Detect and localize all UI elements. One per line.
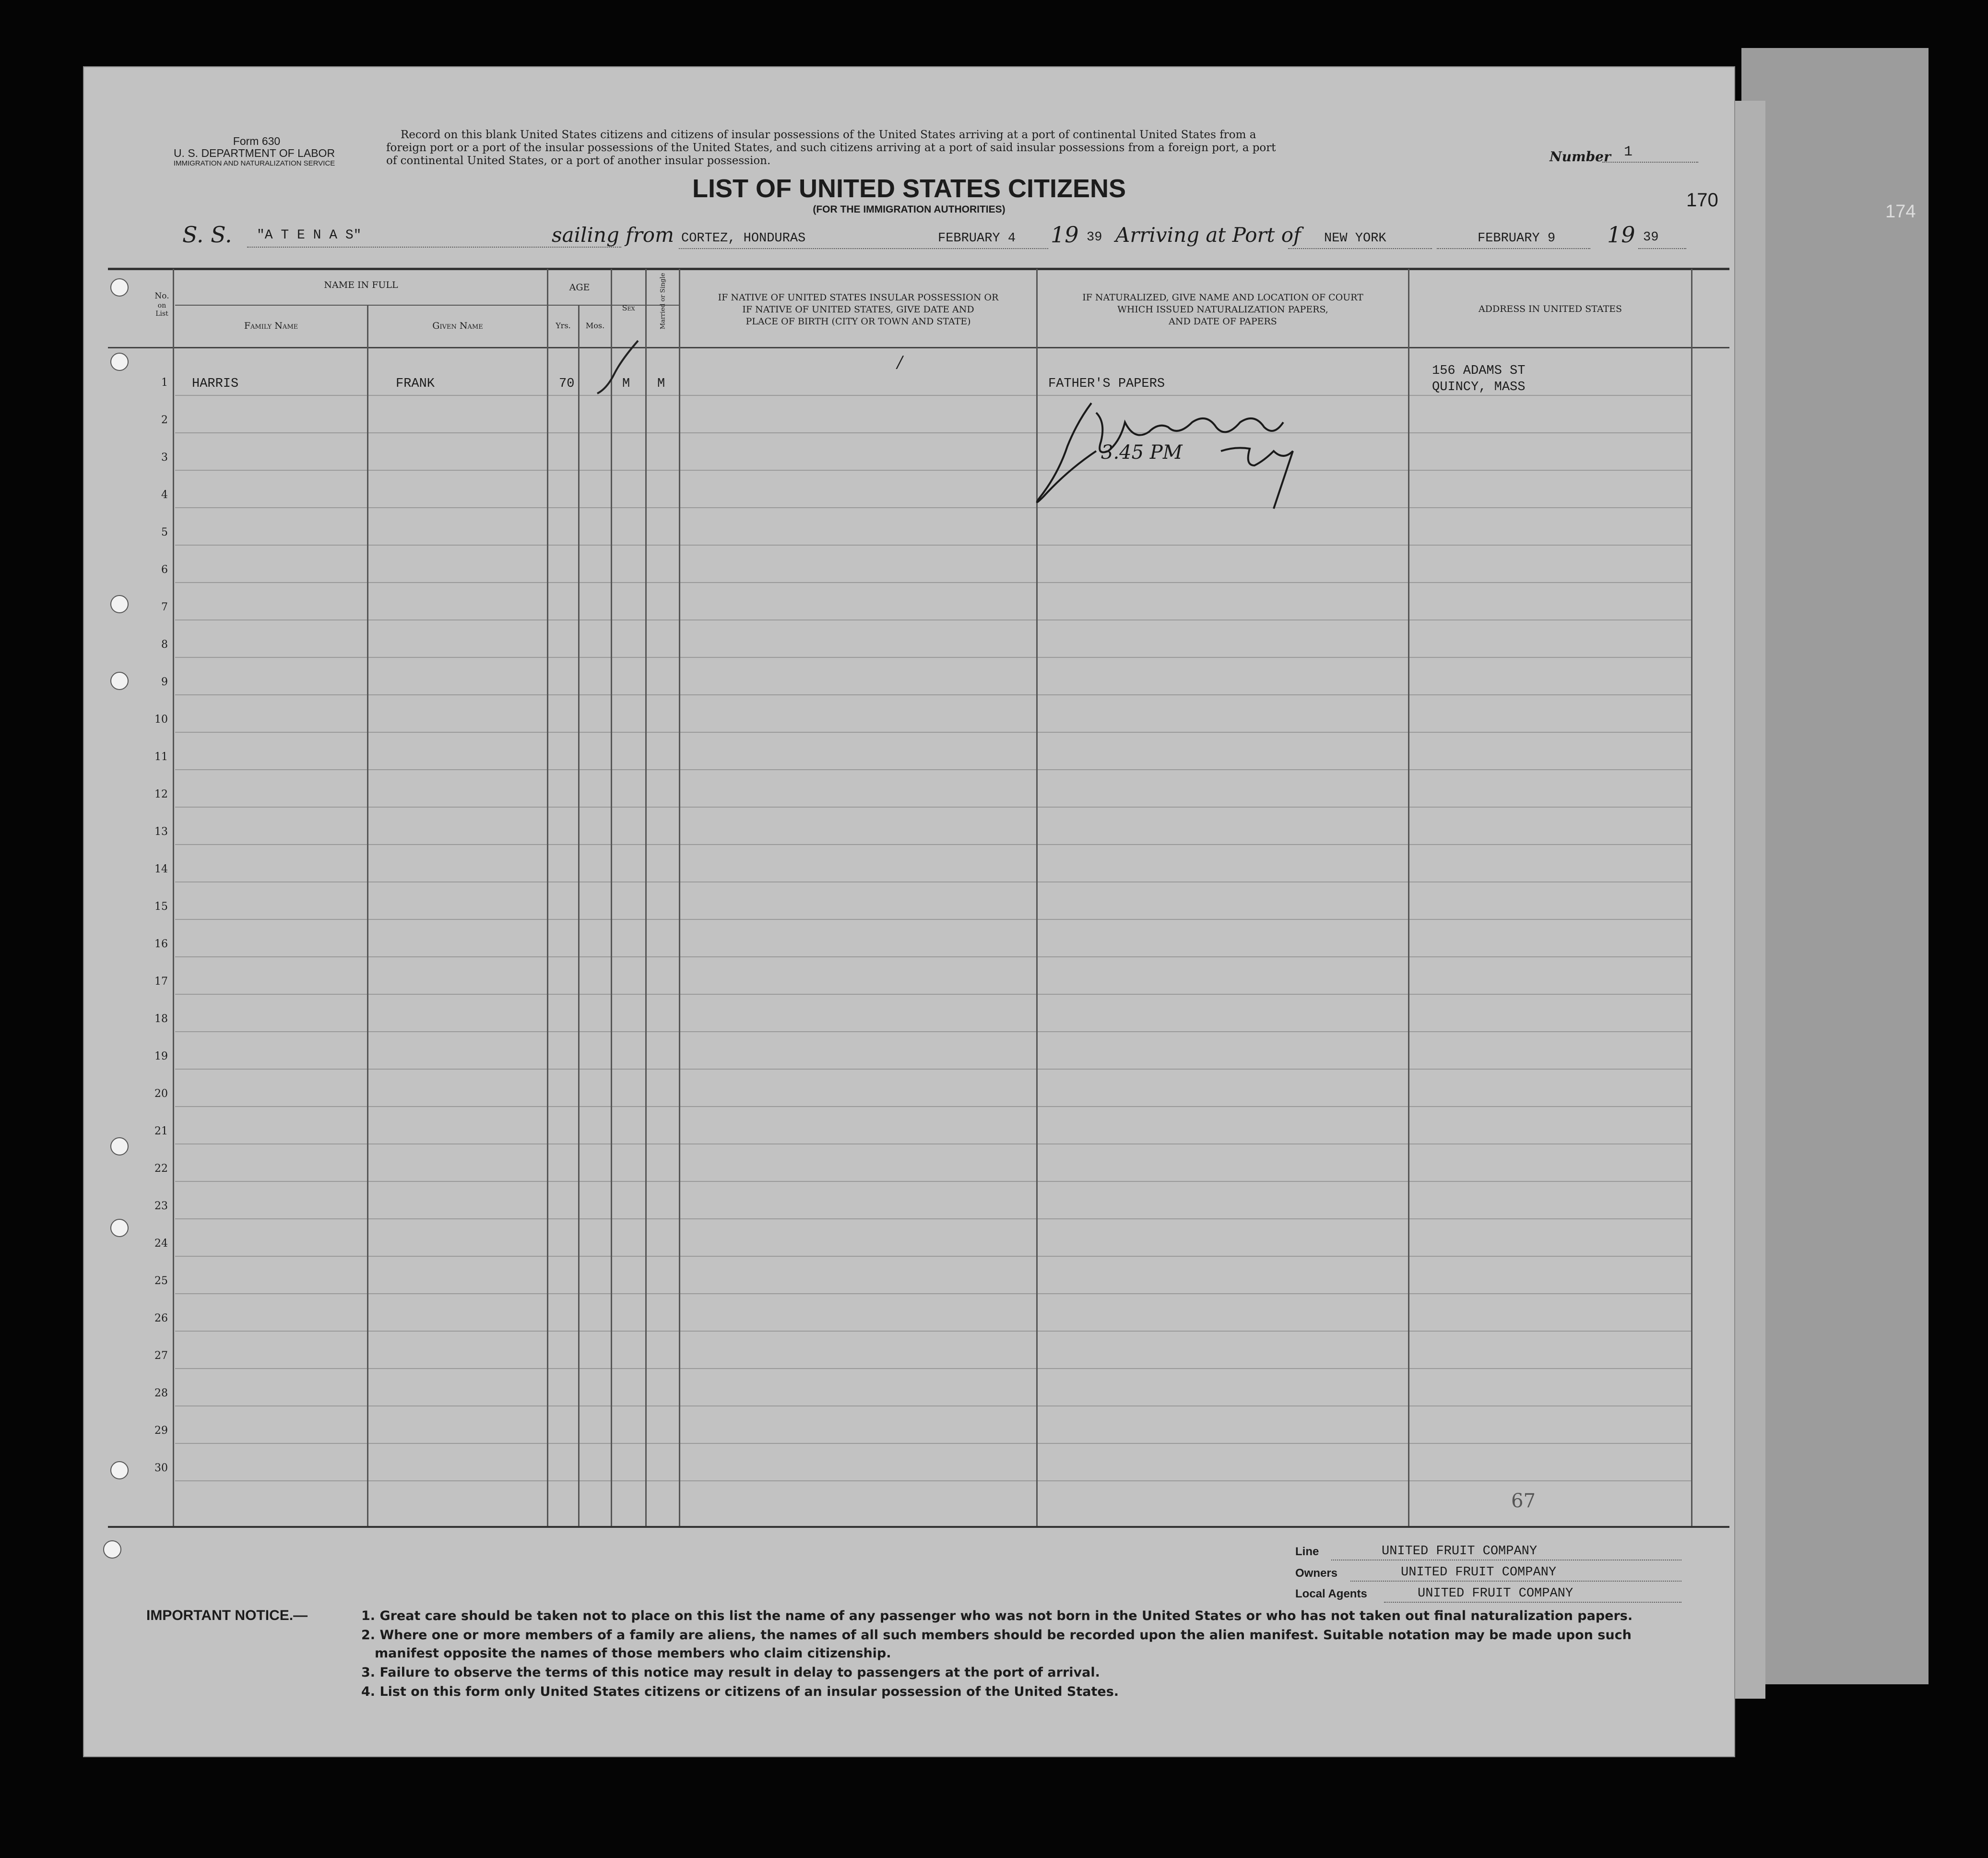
row-rule <box>175 732 1691 733</box>
header-native-1: IF NATIVE OF UNITED STATES INSULAR POSSESSION OR <box>718 292 999 303</box>
row-number: 10 <box>154 714 168 726</box>
entry-address-line-2: QUINCY, MASS <box>1432 380 1526 394</box>
entry-given-name: FRANK <box>396 377 435 391</box>
departure-port: CORTEZ, HONDURAS <box>681 231 806 246</box>
header-given-name: Given Name <box>432 321 483 331</box>
row-rule <box>175 1405 1691 1406</box>
row-rule <box>175 994 1691 995</box>
binder-hole <box>110 1137 129 1155</box>
row-number: 20 <box>154 1088 168 1100</box>
entry-marital-status: M <box>657 377 665 391</box>
row-rule <box>175 1443 1691 1444</box>
check-mark <box>592 336 650 398</box>
col-divider-yrs <box>578 306 580 1526</box>
instructions-line-2: foreign port or a port of the insular possessions of the United States, and such citizens arriving at a port of said insular possessions from a foreign port, a port <box>386 142 1276 154</box>
binder-hole <box>110 1461 129 1479</box>
entry-address-line-1: 156 ADAMS ST <box>1432 364 1526 378</box>
header-naturalized-3: AND DATE OF PAPERS <box>1169 316 1277 327</box>
entry-family-name: HARRIS <box>192 377 239 391</box>
binder-hole <box>110 595 129 613</box>
arrival-port-line <box>1288 247 1432 249</box>
instructions-line-1: Record on this blank United States citizens and citizens of insular possessions of the United States arriving at a port of continental United States from a <box>401 129 1256 141</box>
name-group-rule <box>175 305 679 306</box>
row-number: 24 <box>154 1238 168 1250</box>
row-number: 5 <box>161 526 168 538</box>
row-number: 13 <box>154 826 168 838</box>
notice-item-2b: manifest opposite the names of those members who claim citizenship. <box>375 1646 891 1661</box>
departure-year: 39 <box>1087 230 1102 245</box>
header-yrs: Yrs. <box>556 321 571 330</box>
row-rule <box>175 844 1691 845</box>
row-rule <box>175 694 1691 695</box>
col-divider-sex <box>645 269 647 1526</box>
header-no-1: No. <box>154 291 169 301</box>
row-number: 9 <box>161 676 168 688</box>
row-number: 4 <box>161 489 168 501</box>
header-bottom-rule <box>108 347 1729 348</box>
col-divider-family <box>367 306 368 1526</box>
table-bottom-rule <box>108 1526 1729 1528</box>
local-agents-value: UNITED FRUIT COMPANY <box>1418 1586 1574 1601</box>
line-label: Line <box>1295 1545 1319 1558</box>
row-number: 17 <box>154 976 168 988</box>
header-married-or-single: Married or Single <box>659 273 667 330</box>
local-agents-field-line <box>1384 1601 1681 1603</box>
arrival-year-prefix: 19 <box>1607 222 1635 248</box>
binder-hole <box>110 1219 129 1237</box>
row-rule <box>175 956 1691 957</box>
col-divider-age <box>611 269 612 1526</box>
sailing-from-label: sailing from <box>552 223 674 247</box>
col-divider-naturalized <box>1408 269 1409 1526</box>
number-value: 1 <box>1624 144 1633 160</box>
header-family-name: Family Name <box>244 321 298 331</box>
departure-date: FEBRUARY 4 <box>938 231 1016 246</box>
header-address: ADDRESS IN UNITED STATES <box>1478 304 1622 314</box>
departure-year-prefix: 19 <box>1051 222 1079 248</box>
row-number: 7 <box>161 601 168 613</box>
row-rule <box>175 395 1691 396</box>
binder-hole <box>103 1540 121 1559</box>
row-rule <box>175 545 1691 546</box>
arrival-year: 39 <box>1643 230 1659 245</box>
line-value: UNITED FRUIT COMPANY <box>1382 1544 1538 1559</box>
number-label: Number <box>1550 149 1611 165</box>
form-title: LIST OF UNITED STATES CITIZENS <box>692 174 1126 203</box>
arrival-date-line <box>1437 247 1590 249</box>
inspector-signature <box>1024 393 1331 537</box>
binder-hole <box>110 672 129 690</box>
row-number: 3 <box>161 452 168 464</box>
row-number: 6 <box>161 564 168 576</box>
department-name: U. S. DEPARTMENT OF LABOR <box>173 147 335 159</box>
row-number: 8 <box>161 639 168 651</box>
local-agents-label: Local Agents <box>1295 1587 1367 1600</box>
row-number: 14 <box>154 863 168 875</box>
handwritten-time: 3.45 PM <box>1101 441 1183 464</box>
arrival-port: NEW YORK <box>1324 231 1386 246</box>
row-rule <box>175 657 1691 658</box>
binder-hole <box>110 278 129 297</box>
row-number: 30 <box>154 1462 168 1474</box>
row-rule <box>175 1181 1691 1182</box>
row-number: 21 <box>154 1125 168 1137</box>
arriving-label: Arriving at Port of <box>1115 223 1301 247</box>
row-rule <box>175 619 1691 620</box>
entry-birth-mark: / <box>897 353 903 372</box>
row-rule <box>175 807 1691 808</box>
row-rule <box>175 881 1691 882</box>
col-divider-given <box>547 269 548 1526</box>
row-rule <box>175 1069 1691 1070</box>
table-top-rule <box>108 268 1729 270</box>
owners-field-line <box>1350 1580 1681 1582</box>
row-number: 12 <box>154 788 168 800</box>
arrival-year-line <box>1638 247 1686 249</box>
row-number: 15 <box>154 901 168 913</box>
entry-sex: M <box>622 377 630 391</box>
entry-age-years: 70 <box>559 377 575 391</box>
manifest-form <box>84 67 1734 1756</box>
entry-naturalization: FATHER'S PAPERS <box>1048 377 1165 391</box>
col-divider-marital <box>679 269 680 1526</box>
form-subtitle: (FOR THE IMMIGRATION AUTHORITIES) <box>813 204 1006 215</box>
row-number: 22 <box>154 1163 168 1175</box>
row-number: 16 <box>154 938 168 950</box>
row-number: 23 <box>154 1200 168 1212</box>
col-divider-no <box>173 269 174 1526</box>
row-number: 2 <box>161 414 168 426</box>
notice-heading: IMPORTANT NOTICE.— <box>146 1608 308 1623</box>
row-number: 28 <box>154 1387 168 1399</box>
ss-label: S. S. <box>182 222 232 248</box>
row-rule <box>175 1106 1691 1107</box>
row-rule <box>175 432 1691 433</box>
binder-hole <box>110 353 129 371</box>
row-rule <box>175 1331 1691 1332</box>
header-naturalized-2: WHICH ISSUED NATURALIZATION PAPERS, <box>1117 304 1328 315</box>
line-field-line <box>1331 1559 1681 1560</box>
row-rule <box>175 769 1691 770</box>
owners-label: Owners <box>1295 1567 1338 1580</box>
row-rule <box>175 1256 1691 1257</box>
notice-item-3: 3. Failure to observe the terms of this notice may result in delay to passengers at the port of arrival. <box>361 1665 1100 1680</box>
number-field-line <box>1602 161 1698 163</box>
header-name-in-full: NAME IN FULL <box>324 280 398 290</box>
notice-item-1: 1. Great care should be taken not to place on this list the name of any passenger who was not born in the United States or who has not taken out final naturalization papers. <box>361 1608 1633 1623</box>
header-no-3: List <box>155 310 168 318</box>
arrival-date: FEBRUARY 9 <box>1478 231 1556 246</box>
row-rule <box>175 470 1691 471</box>
form-page-number: 170 <box>1686 190 1718 211</box>
row-number: 26 <box>154 1312 168 1324</box>
departure-date-line <box>899 247 1048 249</box>
row-rule <box>175 1368 1691 1369</box>
back-sheet <box>1741 48 1929 1684</box>
row-rule <box>175 1143 1691 1144</box>
notice-item-4: 4. List on this form only United States citizens or citizens of an insular possession of the United States. <box>361 1684 1119 1699</box>
col-divider-address <box>1691 269 1692 1526</box>
header-native-2: IF NATIVE OF UNITED STATES, GIVE DATE AND <box>742 304 974 315</box>
row-rule <box>175 507 1691 508</box>
row-number: 27 <box>154 1350 168 1362</box>
row-rule <box>175 582 1691 583</box>
row-rule <box>175 1031 1691 1032</box>
service-name: IMMIGRATION AND NATURALIZATION SERVICE <box>173 159 335 167</box>
owners-value: UNITED FRUIT COMPANY <box>1401 1565 1557 1580</box>
row-number: 29 <box>154 1425 168 1437</box>
row-number: 25 <box>154 1275 168 1287</box>
row-rule <box>175 1480 1691 1481</box>
row-number: 1 <box>161 377 168 389</box>
row-number: 19 <box>154 1050 168 1062</box>
back-sheet-page-number: 174 <box>1885 202 1916 222</box>
row-rule <box>175 919 1691 920</box>
ship-name: "A T E N A S" <box>257 228 362 243</box>
header-naturalized-1: IF NATURALIZED, GIVE NAME AND LOCATION OF COURT <box>1082 292 1363 303</box>
header-native-3: PLACE OF BIRTH (CITY OR TOWN AND STATE) <box>746 316 971 327</box>
header-age: AGE <box>569 282 590 293</box>
stamp-number: 67 <box>1511 1490 1536 1512</box>
row-rule <box>175 1293 1691 1294</box>
header-sex: Sex <box>622 303 635 312</box>
row-number: 11 <box>154 751 168 763</box>
instructions-line-3: of continental United States, or a port of another insular possession. <box>386 155 771 167</box>
header-mos: Mos. <box>585 321 605 330</box>
notice-item-2a: 2. Where one or more members of a family are aliens, the names of all such members should be recorded upon the alien manifest. Suitable notation may be made upon such <box>361 1628 1632 1643</box>
row-number: 18 <box>154 1013 168 1025</box>
row-rule <box>175 1218 1691 1219</box>
header-no-2: on <box>157 302 166 310</box>
form-number: Form 630 <box>233 135 281 147</box>
